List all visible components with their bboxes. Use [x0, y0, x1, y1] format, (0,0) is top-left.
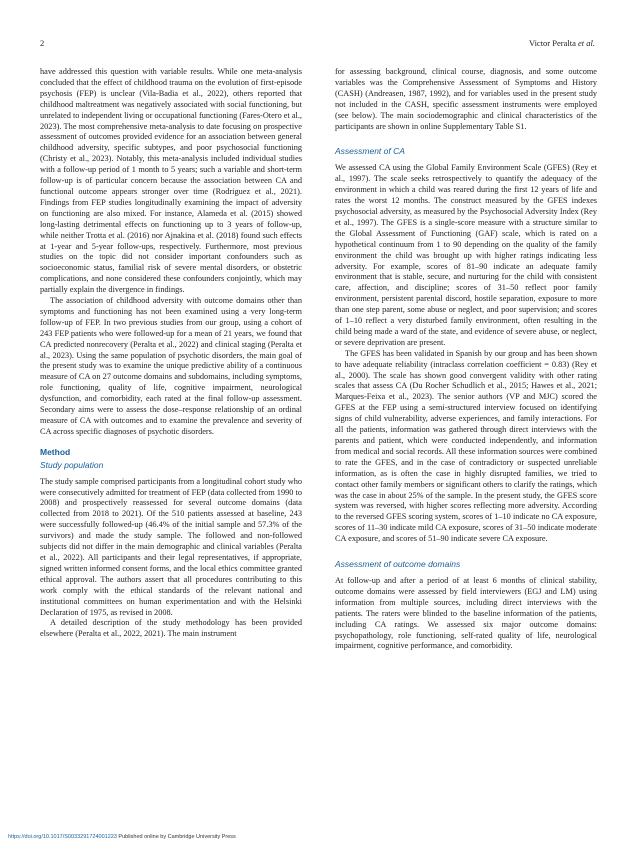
assessment-outcome-heading: Assessment of outcome domains	[335, 559, 461, 570]
author-name: Victor Peralta	[528, 38, 576, 48]
paragraph: for assessing background, clinical course, diagnosis, and some outcome variables was the Comprehensive Assessment of Symptoms and History (CASH) (Andreasen, 1987, 1992), and for variables used in the present study not included in the CASH, specific assessment instruments were employed (see below). The main sociodemographic and clinical characteristics of the participants are shown in online Supplementary Table S1.	[335, 67, 597, 131]
paragraph: The GFES has been validated in Spanish by our group and has been shown to have adequate reliability (intraclass correlation coefficient = 0.83) (Rey et al., 2000). The scale has shown good convergent validity with other rating scales that assess CA (Du Rocher Schudlich et al., 2015; Hawes et al., 2021; Marques-Feixa et al., 2023). The senior authors (VP and MJC) scored the GFES at the FEP using a semi-structured interview focused on identifying signs of child vulnerability, adverse experiences, and family interactions. For all the patients, information was gathered through direct interviews with the parents and patient, which were conducted independently, and information from medical and social records. All these information sources were combined to rate the GFES, and in the case of contradictory or suspected unreliable information, as is often the case in highly disrupted families, we tried to contact other family members or significant others to clarify the ratings, which was the case in about 25% of the sample. In the present study, the GFES score system was reversed, with higher scores reflecting more adversity. According to the reversed GFES scoring system, scores of 1–10 indicate no CA exposure, scores of 11–30 indicate mild CA exposure, scores of 31–50 indicate moderate CA exposure, and scores of 51–90 indicate severe CA exposure.	[335, 348, 597, 544]
publisher-note: Published online by Cambridge University Press	[116, 834, 236, 840]
paragraph: At follow-up and after a period of at least 6 months of clinical stability, outcome domains were assessed by field interviewers (EGJ and LM) using information from multiple sources, including direct interviews with the patients. The raters were blinded to the baseline information of the patients, including CA ratings. We assessed six major outcome domains: psychopathology, role functioning, self-rated quality of life, neurological impairment, cognitive performance, and comorbidity.	[335, 575, 597, 651]
paragraph: The association of childhood adversity with outcome domains other than symptoms and functioning has not been examined using a very long-term follow-up of FEP. In two previous studies from our group, using a cohort of 243 FEP patients who were followed-up for a mean of 21 years, we found that CA predicted nonrecovery (Peralta et al., 2022) and clinical staging (Peralta et al., 2023). Using the same population of psychotic disorders, the main goal of the present study was to examine the unique predictive ability of a continuous measure of CA on 27 outcome domains and subdomains, including symptoms, role functioning, quality of life, cognitive impairment, neurological dysfunction, and comorbidity, each rated at the final follow-up assessment. Secondary aims were to assess the dose–response relationship of an ordinal measure of CA with outcomes and to examine the prevalence and severity of CA across specific diagnoses of psychotic disorders.	[40, 296, 302, 436]
paragraph: A detailed description of the study methodology has been provided elsewhere (Peralta et al., 2022, 2021). The main instrument	[40, 618, 302, 639]
method-heading: Method	[40, 446, 71, 457]
running-header-author	[529, 38, 595, 48]
paragraph: We assessed CA using the Global Family Environment Scale (GFES) (Rey et al., 1997). The scale seeks retrospectively to quantify the adequacy of the environment in which a child was reared during the first 12 years of life and rates the worst 12 months. The construct measured by the GFES indexes psychosocial adversity, as measured by the Psychosocial Adversity Index (Rey et al., 1997). The GFES is a single-score measure with a structure similar to the Global Assessment of Functioning (GAF) scale, which is rated on a hypothetical continuum from 1 to 90 depending on the quality of the family environment the child was brought up with higher ratings indicating less adversity. For example, scores of 81–90 indicate an adequate family environment that is stable, secure, and nurturing for the child with consistent care, affection, and discipline; scores of 31–50 reflect poor family environment, persistent parental discord, hostile separation, exposure to more than one step parent, some abuse or neglect, and poor supervision; and scores of 1–10 reflect a very disturbed family environment, often resulting in the child being made a ward of the state, and evidence of severe abuse, or neglect, or severe deprivation are present.	[335, 163, 597, 347]
left-column	[40, 67, 302, 640]
right-column	[335, 67, 597, 652]
footer	[8, 834, 236, 840]
page-number: 2	[40, 38, 45, 48]
study-population-heading: Study population	[40, 459, 104, 470]
paragraph: The study sample comprised participants from a longitudinal cohort study who were consecutively admitted for treatment of FEP (data collected from 1990 to 2008) and prospectively reassessed for several outcome domains (data collected from 2018 to 2021). Of the 510 patients assessed at baseline, 243 were successfully followed-up (46.4% of the initial sample and 57.3% of the survivors) and made the study sample. The followed and non-followed subjects did not differ in the main demographic and clinical variables (Peralta et al., 2022). All participants and their legal representatives, if appropriate, signed written informed consent forms, and the local ethics committee granted ethical approval. The authors assert that all procedures contributing to this work comply with the ethical standards of the relevant national and institutional committees on human experimentation and with the Helsinki Declaration of 1975, as revised in 2008.	[40, 476, 302, 617]
assessment-ca-heading: Assessment of CA	[335, 146, 405, 157]
author-suffix: et al.	[578, 38, 595, 48]
paragraph: have addressed this question with variable results. While one meta-analysis concluded that the effect of childhood trauma on the evolution of first-episode psychosis (FEP) is unclear (Vila-Badia et al., 2022), others reported that childhood maltreatment was negatively associated with social functioning, but unrelated to independent living or occupational functioning (Fares-Otero et al., 2023). The most comprehensive meta-analysis to date focusing on prospective assessment of outcomes provided evidence for an association between general childhood adversity, specific subtypes, and poor psychosocial functioning (Christy et al., 2023). Notably, this meta-analysis included individual studies with a follow-up period of 1 month to 5 years; such a variable and short-term follow-up is of particular concern because the association between CA and functional outcome appears stronger over time (Rodriguez et al., 2021). Findings from FEP studies longitudinally examining the impact of adversity on functioning are also mixed. For instance, Alameda et al. (2015) showed long-lasting detrimental effects on functioning up to 3 years of follow-up, while neither Trotta et al. (2016) nor Ajnakina et al. (2018) found such effects at 1-year and 5-year follow-ups, respectively. Furthermore, most previous studies on the topic did not consider important confounders such as socioeconomic status, familial risk of severe mental disorders, or obstetric complications, and none considered these confounders conjointly, which may partially explain the divergence in findings.	[40, 67, 302, 295]
doi-link[interactable]: https://doi.org/10.1017/S0033291724001223	[8, 834, 117, 840]
